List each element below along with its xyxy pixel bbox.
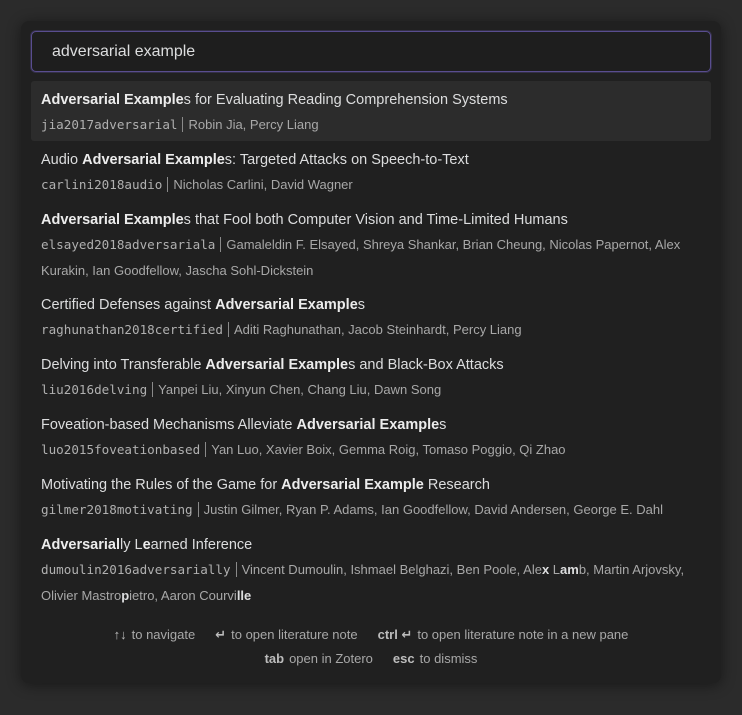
citekey: jia2017adversarial: [41, 117, 183, 132]
instruction-text: open in Zotero: [289, 651, 373, 666]
result-item[interactable]: [31, 526, 711, 611]
instruction-hint: [378, 623, 629, 647]
instruction-hint: [215, 623, 357, 647]
result-item[interactable]: [31, 201, 711, 286]
authors: [204, 502, 663, 517]
authors: [211, 442, 565, 457]
result-item[interactable]: [31, 466, 711, 526]
instruction-text: to dismiss: [419, 651, 478, 666]
citekey: gilmer2018motivating: [41, 502, 199, 517]
author-text: Yanpei Liu, Xinyun Chen, Chang Liu, Dawn Song: [158, 382, 442, 397]
instruction-text: to open literature note in a new pane: [417, 627, 629, 642]
result-item[interactable]: [31, 346, 711, 406]
citekey: elsayed2018adversariala: [41, 237, 221, 252]
author-text: Gamaleldin F. Elsayed, Shreya Shankar, Brian Cheung, Nicolas Papernot, Alex Kurakin, Ian Goodfellow, Jascha Sohl-Dickstein: [41, 237, 681, 278]
instruction-hint: [393, 647, 478, 671]
result-title: [41, 151, 469, 169]
title-text: s: [357, 297, 366, 313]
instruction-text: to navigate: [131, 627, 196, 642]
instruction-text: to open literature note: [231, 627, 358, 642]
literature-note-modal: [21, 21, 721, 683]
result-meta: [41, 317, 701, 343]
result-title: [41, 356, 504, 374]
title-match: Adversarial Example: [41, 212, 184, 228]
title-text: ly L: [120, 537, 143, 553]
title-text: Foveation-based Mechanisms Alleviate: [41, 417, 297, 433]
title-match: e: [142, 537, 151, 553]
result-item[interactable]: [31, 141, 711, 201]
result-title: [41, 296, 365, 314]
author-text: Yan Luo, Xavier Boix, Gemma Roig, Tomaso Poggio, Qi Zhao: [211, 442, 566, 457]
title-text: Audio: [41, 152, 83, 168]
author-match: lle: [236, 588, 252, 603]
instruction-hint: [114, 623, 196, 647]
result-meta: [41, 437, 701, 463]
authors: [234, 322, 522, 337]
citekey: liu2016delving: [41, 382, 153, 397]
result-item[interactable]: [31, 286, 711, 346]
title-match: Adversarial Example: [215, 297, 358, 313]
result-item[interactable]: [31, 81, 711, 141]
title-match: Adversarial Example: [281, 477, 424, 493]
title-text: Certified Defenses against: [41, 297, 216, 313]
shortcut-key: esc: [392, 651, 415, 666]
search-box[interactable]: [31, 31, 711, 72]
result-title: [41, 91, 508, 109]
result-title: [41, 211, 568, 229]
title-match: Adversarial: [41, 537, 120, 553]
instructions-footer: [21, 623, 721, 671]
author-text: L: [549, 562, 561, 577]
author-match: x: [541, 562, 550, 577]
result-title: [41, 476, 490, 494]
search-input[interactable]: [32, 32, 710, 71]
title-text: arned Inference: [150, 537, 253, 553]
title-text: Motivating the Rules of the Game for: [41, 477, 282, 493]
title-text: Delving into Transferable: [41, 357, 206, 373]
title-text: Research: [423, 477, 490, 493]
author-text: Vincent Dumoulin, Ishmael Belghazi, Ben Poole, Ale: [241, 562, 542, 577]
result-meta: [41, 557, 701, 609]
title-text: s and Black-Box Attacks: [348, 357, 504, 373]
authors: [188, 117, 318, 132]
citekey: luo2015foveationbased: [41, 442, 206, 457]
title-match: Adversarial Example: [41, 92, 184, 108]
shortcut-key: ↵: [215, 627, 227, 642]
author-match: p: [121, 588, 130, 603]
author-text: Justin Gilmer, Ryan P. Adams, Ian Goodfellow, David Andersen, George E. Dahl: [203, 502, 663, 517]
result-item[interactable]: [31, 406, 711, 466]
author-match: am: [560, 562, 579, 577]
title-text: s that Fool both Computer Vision and Time-Limited Humans: [183, 212, 568, 228]
title-match: Adversarial Example: [82, 152, 225, 168]
instructions-row-2: [21, 647, 721, 671]
shortcut-key: ctrl ↵: [377, 627, 413, 642]
author-text: Robin Jia, Percy Liang: [188, 117, 319, 132]
shortcut-key: ↑↓: [113, 627, 127, 642]
instructions-row-1: [21, 623, 721, 647]
authors: [173, 177, 352, 192]
result-meta: [41, 377, 701, 403]
shortcut-key: tab: [264, 651, 285, 666]
author-text: b, Martin Arjovsky, Olivier Mastro: [41, 562, 685, 603]
citekey: carlini2018audio: [41, 177, 168, 192]
author-text: Aditi Raghunathan, Jacob Steinhardt, Percy Liang: [233, 322, 522, 337]
title-text: s: Targeted Attacks on Speech-to-Text: [224, 152, 469, 168]
author-text: Nicholas Carlini, David Wagner: [173, 177, 353, 192]
citekey: dumoulin2016adversarially: [41, 562, 237, 577]
title-match: Adversarial Example: [296, 417, 440, 433]
author-text: ietro, Aaron Courvi: [129, 588, 237, 603]
result-title: [41, 416, 446, 434]
result-meta: [41, 497, 701, 523]
instruction-hint: [265, 647, 373, 671]
title-text: s: [439, 417, 447, 433]
result-meta: [41, 172, 701, 198]
result-meta: [41, 232, 701, 284]
authors: [158, 382, 441, 397]
title-match: Adversarial Example: [205, 357, 349, 373]
result-title: [41, 536, 252, 554]
citekey: raghunathan2018certified: [41, 322, 229, 337]
result-meta: [41, 112, 701, 138]
title-text: s for Evaluating Reading Comprehension Systems: [183, 92, 508, 108]
